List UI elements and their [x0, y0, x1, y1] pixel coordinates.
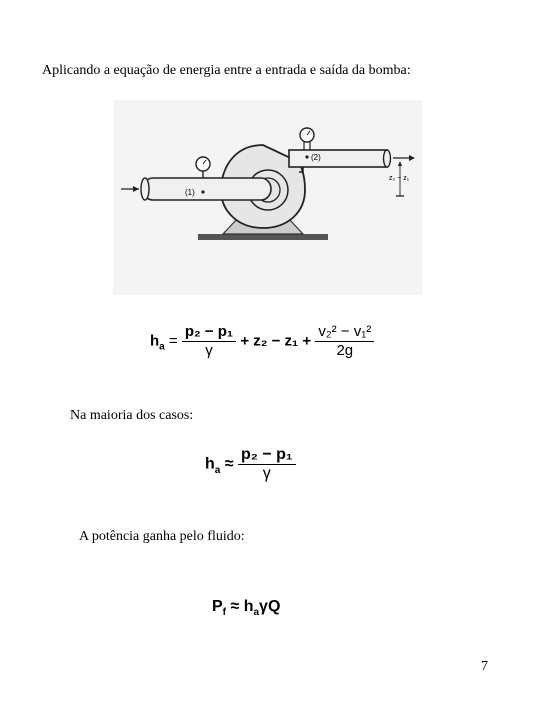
eq2-rel: ≈: [224, 455, 234, 473]
section-power: A potência ganha pelo fluido:: [79, 529, 245, 544]
pump-diagram: [113, 100, 422, 295]
eq1-frac2-num: v₂² − v₁²: [315, 323, 374, 342]
eq3-h-sub: a: [253, 607, 260, 619]
label-elevation: z₂ − z₁: [389, 175, 410, 182]
eq3-h: h: [243, 598, 254, 615]
section-most-cases: Na maioria dos casos:: [70, 408, 194, 423]
eq2-num: p₂ − p₁: [238, 446, 296, 465]
eq2-fraction: [238, 446, 296, 483]
eq3-lhs-sub: f: [222, 607, 227, 619]
eq1-velocity-fraction: [315, 323, 374, 360]
outlet-pipe: [289, 150, 387, 167]
eq3-rest: γQ: [259, 598, 281, 615]
energy-equation: $h_a$ = $\frac{\text{p₂ − p₁}}{\gamma}$ + z₂ − z₁ + $\frac{\text{v₂² − v₁²}}{2g}$: [150, 323, 374, 360]
eq1-lhs: h: [150, 332, 160, 350]
eq1-mid: + z₂ − z₁ +: [240, 332, 312, 350]
power-equation: [212, 598, 280, 618]
eq3-lhs: P: [212, 598, 223, 615]
eq1-frac1-num: p₂ − p₁: [182, 323, 236, 342]
label-point-1: (1): [185, 188, 195, 197]
eq3-rel: ≈: [230, 598, 240, 615]
eq2-den: γ: [262, 465, 271, 482]
page-number: 7: [481, 659, 488, 674]
eq1-lhs-sub: a: [159, 341, 165, 353]
base-plate: [198, 234, 328, 240]
eq1-frac1-den: γ: [205, 342, 213, 359]
approx-equation: [205, 446, 296, 483]
pump-figure: [113, 100, 422, 295]
eq1-frac2-den: 2g: [336, 342, 354, 359]
eq2-lhs-sub: a: [214, 464, 221, 476]
inlet-pipe: [143, 178, 271, 200]
label-point-2: (2): [311, 153, 321, 162]
eq2-lhs: h: [205, 455, 215, 473]
eq1-pressure-fraction: [182, 323, 236, 360]
intro-paragraph: Aplicando a equação de energia entre a entrada e saída da bomba:: [42, 63, 411, 78]
